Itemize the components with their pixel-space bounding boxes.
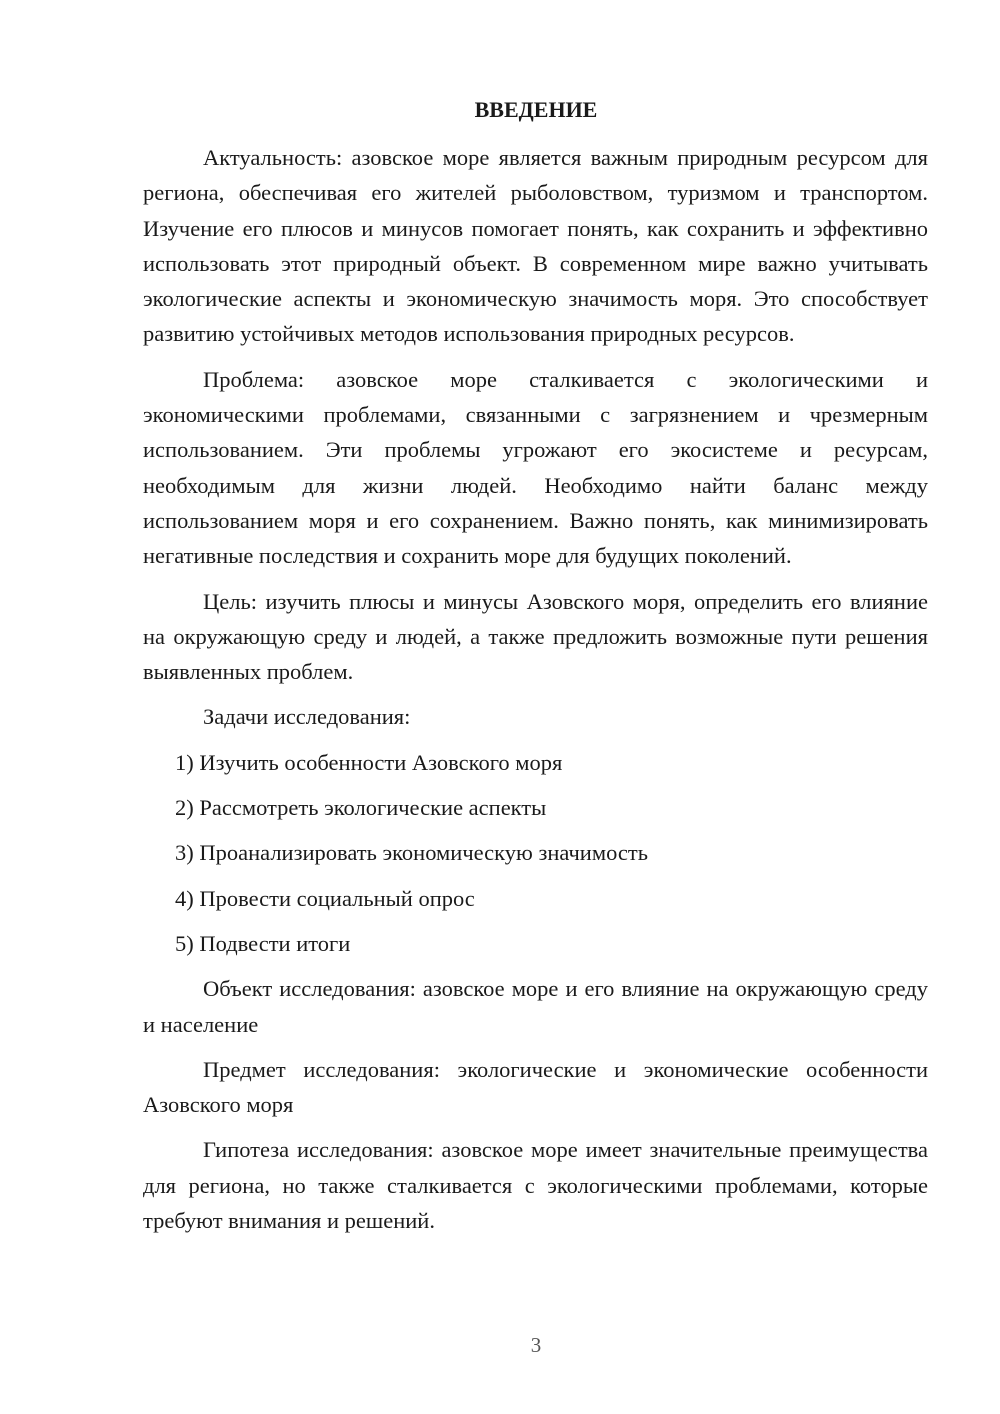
page-number: 3 [530, 1333, 542, 1357]
list-item: 5) Подвести итоги [175, 930, 351, 956]
list-item: 2) Рассмотреть экологические аспекты [175, 795, 547, 821]
relevance-paragraph: Актуальность: азовское море является важным природным ресурсом для региона, обеспечивая его жителей рыболовством, туризмом и транспортом. Изучение его плюсов и минусов помогает понять, как сохранить и эффективно использовать этот природный объект. В современном мире важно учитывать экологические аспекты и экономическую значимость моря. Это способствует развитию устойчивых методов использования природных ресурсов. [143, 145, 928, 347]
tasks-heading: Задачи исследования: [203, 704, 411, 730]
goal-paragraph: Цель: изучить плюсы и минусы Азовского моря, определить его влияние на окружающую среду и людей, а также предложить возможные пути решения выявленных проблем. [143, 588, 928, 685]
list-item: 1) Изучить особенности Азовского моря [175, 749, 563, 775]
problem-paragraph: Проблема: азовское море сталкивается с экологическими и экономическими проблемами, связанными с загрязнением и чрезмерным использованием. Эти проблемы угрожают его экосистеме и ресурсам, необходимым для жизни людей. Необходимо найти баланс между использованием моря и его сохранением. Важно понять, как минимизировать негативные последствия и сохранить море для будущих поколений. [143, 366, 928, 569]
tasks-list [143, 745, 928, 961]
document-body [143, 140, 928, 1248]
hypothesis-paragraph: Гипотеза исследования: азовское море имеет значительные преимущества для региона, но также сталкивается с экологическими проблемами, которые требуют внимания и решений. [143, 1137, 928, 1234]
subject-paragraph: Предмет исследования: экологические и экономические особенности Азовского моря [143, 1056, 928, 1118]
list-item: 4) Провести социальный опрос [175, 885, 475, 911]
object-paragraph: Объект исследования: азовское море и его влияние на окружающую среду и население [143, 976, 928, 1037]
page-title: ВВЕДЕНИЕ [474, 97, 598, 122]
list-item: 3) Проанализировать экономическую значимость [175, 840, 648, 866]
